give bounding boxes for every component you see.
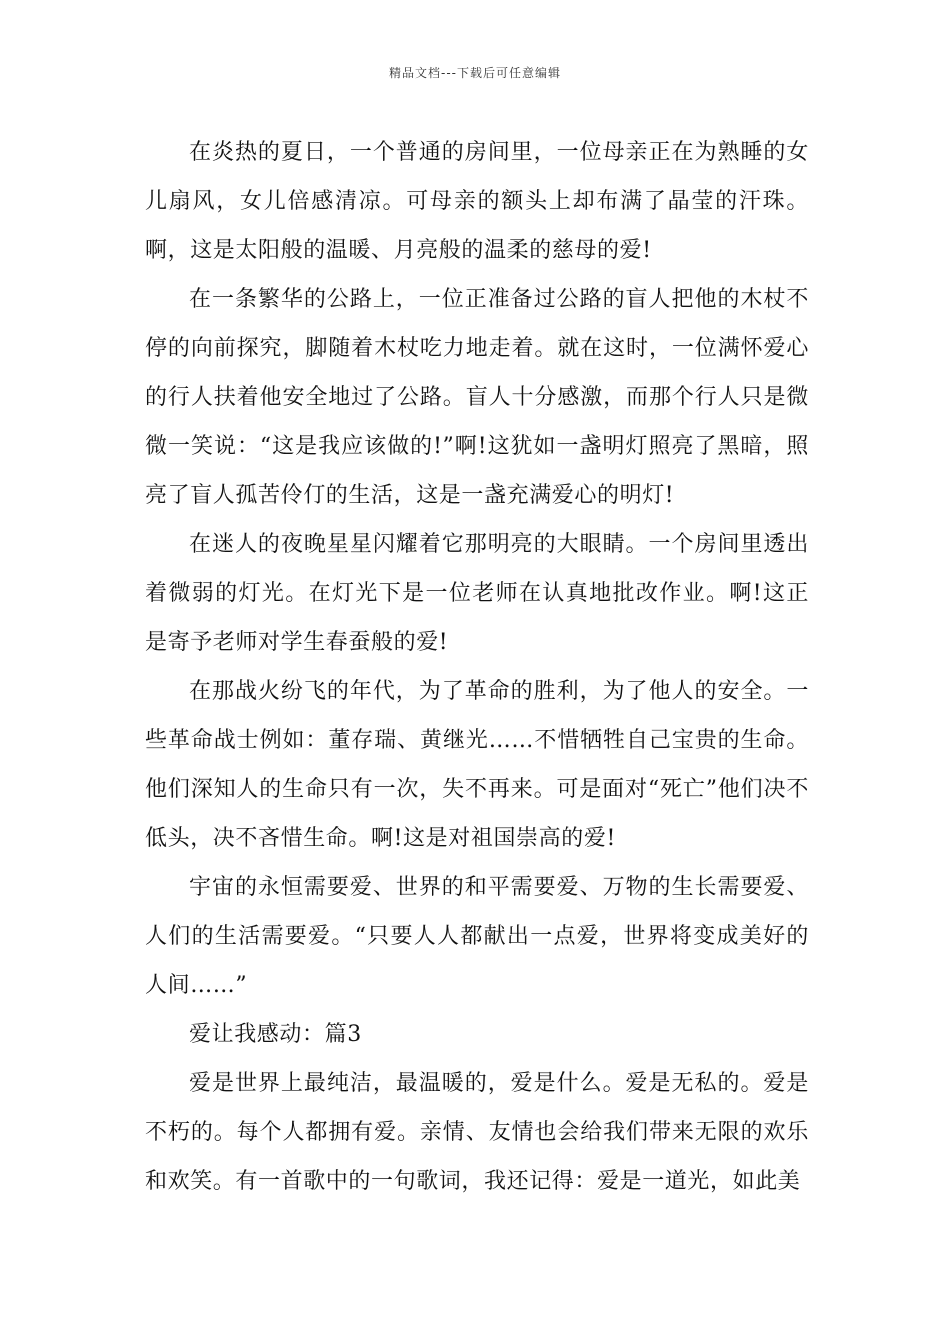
section-heading: 爱让我感动：篇3 [189,1022,362,1047]
paragraph-teacher: 在迷人的夜晚星星闪耀着它那明亮的大眼睛。一个房间里透出着微弱的灯光。在灯光下是一位老师在认真地批改作业。啊!这正是寄予老师对学生春蚕般的爱! [145,532,809,655]
document-body [145,128,809,1206]
paragraph-world-love: 宇宙的永恒需要爱、世界的和平需要爱、万物的生长需要爱、人们的生活需要爱。“只要人人都献出一点爱，世界将变成美好的人间……” [145,875,809,998]
paragraph-what-is-love: 爱是世界上最纯洁，最温暖的，爱是什么。爱是无私的。爱是不朽的。每个人都拥有爱。亲情、友情也会给我们带来无限的欢乐和欢笑。有一首歌中的一句歌词，我还记得：爱是一道光，如此美 [145,1071,809,1194]
paragraph-mother-love: 在炎热的夏日，一个普通的房间里，一位母亲正在为熟睡的女儿扇风，女儿倍感清凉。可母亲的额头上却布满了晶莹的汗珠。啊，这是太阳般的温暖、月亮般的温柔的慈母的爱! [145,140,809,263]
page-header: 精品文档---下载后可任意编辑 [389,66,561,80]
paragraph-revolution: 在那战火纷飞的年代，为了革命的胜利，为了他人的安全。一些革命战士例如：董存瑞、黄继光……不惜牺牲自己宝贵的生命。他们深知人的生命只有一次，失不再来。可是面对“死亡”他们决不低头，决不吝惜生命。啊!这是对祖国崇高的爱! [145,679,809,851]
paragraph-blind-man: 在一条繁华的公路上，一位正准备过公路的盲人把他的木杖不停的向前探究，脚随着木杖吃力地走着。就在这时，一位满怀爱心的行人扶着他安全地过了公路。盲人十分感激，而那个行人只是微微一笑说：“这是我应该做的!”啊!这犹如一盏明灯照亮了黑暗，照亮了盲人孤苦伶仃的生活，这是一盏充满爱心的明灯! [145,287,809,508]
